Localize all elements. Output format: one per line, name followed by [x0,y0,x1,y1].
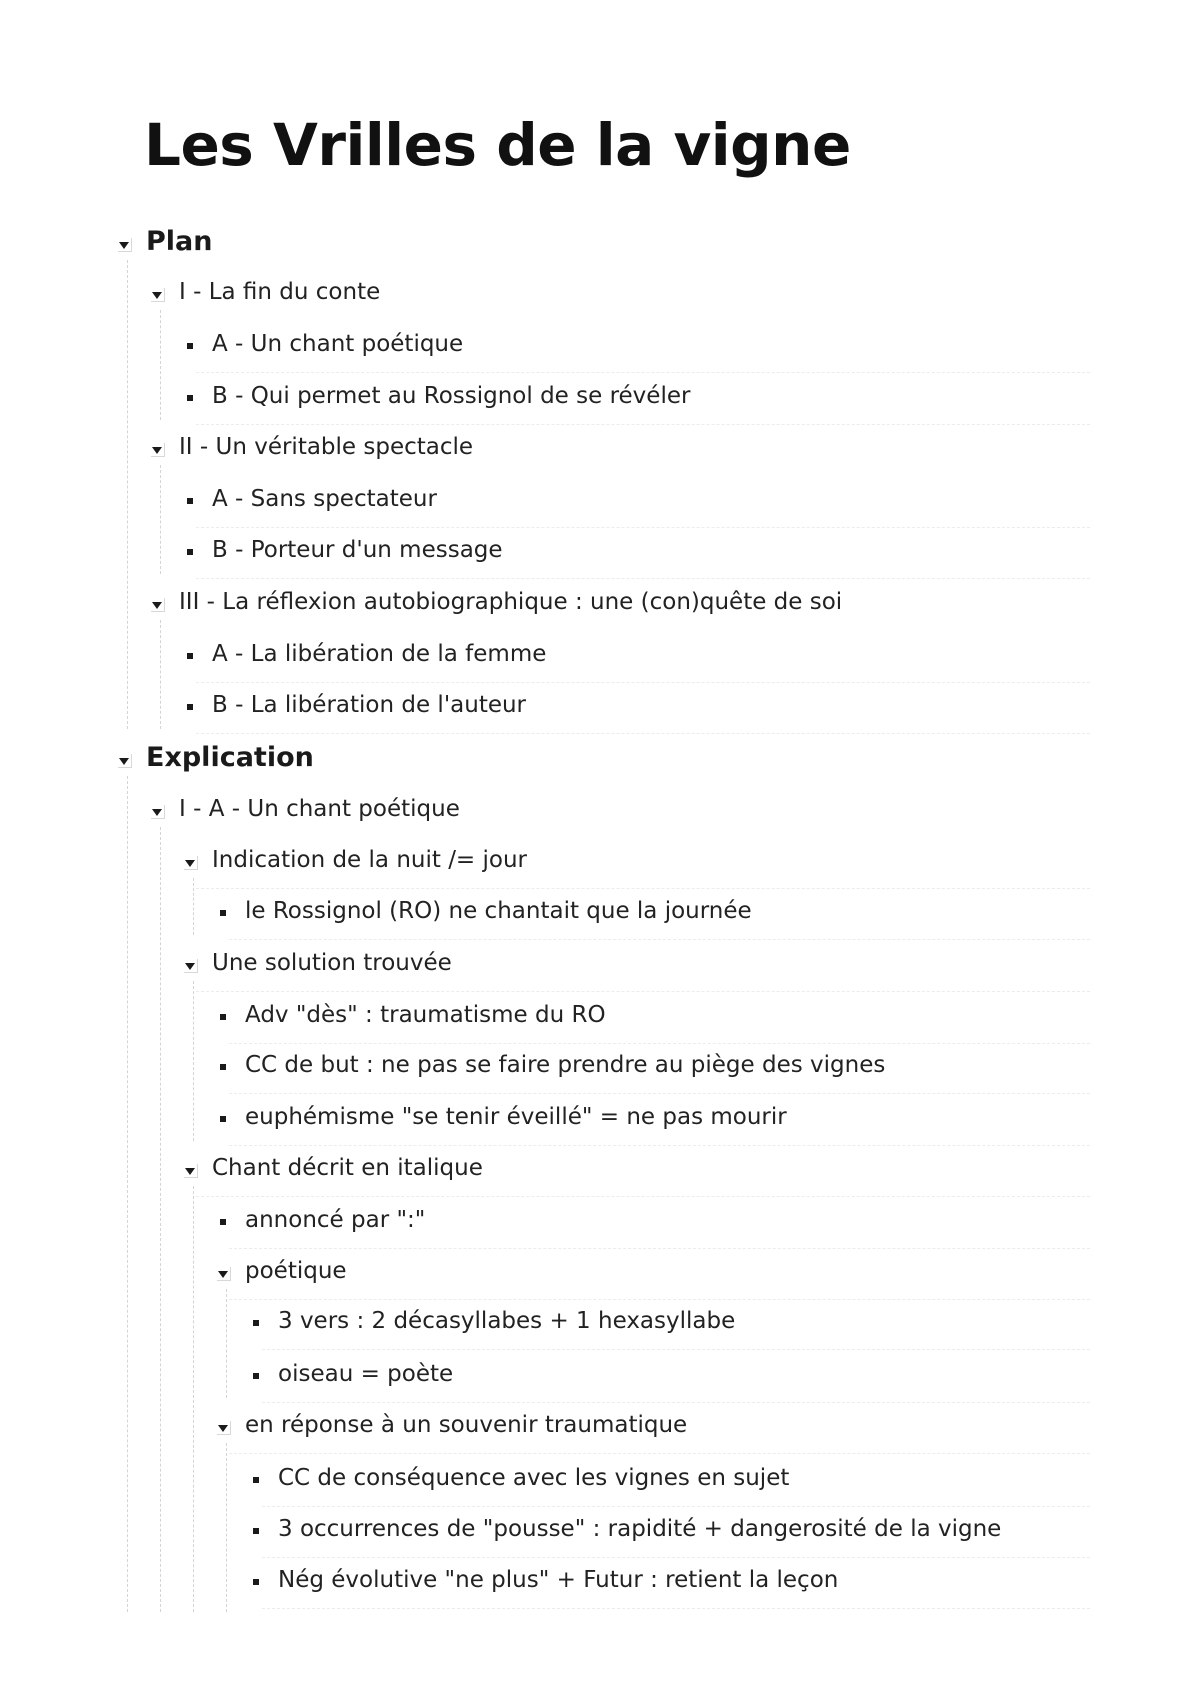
indent-guide [127,776,128,1612]
section-heading: Plan [146,226,213,257]
section-heading: Explication [146,742,314,773]
row-separator [196,1196,1090,1197]
indent-guide [160,310,161,420]
row-separator [196,733,1090,734]
square-bullet-icon [220,1219,226,1225]
item-label: Indication de la nuit /= jour [212,847,528,873]
square-bullet-icon [253,1579,259,1585]
square-bullet-icon [220,910,226,916]
indent-guide [193,1186,194,1612]
indent-guide [193,878,194,935]
item-label: Chant décrit en italique [212,1155,483,1181]
item-label: oiseau = poète [278,1361,454,1387]
item-label: 3 vers : 2 décasyllabes + 1 hexasyllabe [278,1308,736,1334]
square-bullet-icon [220,1064,226,1070]
row-separator [229,1043,1090,1044]
item-label: Une solution trouvée [212,950,452,976]
item-label: 3 occurrences de "pousse" : rapidité + dangerosité de la vigne [278,1516,1002,1542]
row-separator [229,1093,1090,1094]
caret-down-icon[interactable] [118,238,132,252]
caret-down-icon[interactable] [118,754,132,768]
row-separator [262,1402,1090,1403]
row-separator [196,991,1090,992]
item-label: A - Sans spectateur [212,486,437,512]
square-bullet-icon [187,704,193,710]
row-separator [262,1557,1090,1558]
item-label: Nég évolutive "ne plus" + Futur : retient la leçon [278,1567,839,1593]
row-separator [196,578,1090,579]
item-label: A - La libération de la femme [212,641,547,667]
square-bullet-icon [253,1528,259,1534]
square-bullet-icon [187,498,193,504]
item-label: CC de conséquence avec les vignes en sujet [278,1465,790,1491]
indent-guide [226,1289,227,1398]
row-separator [229,1453,1090,1454]
indent-guide [193,981,194,1141]
square-bullet-icon [253,1373,259,1379]
item-label: A - Un chant poétique [212,331,464,357]
row-separator [262,1608,1090,1609]
caret-down-icon[interactable] [184,959,198,973]
item-label: I - A - Un chant poétique [179,796,460,822]
square-bullet-icon [220,1014,226,1020]
indent-guide [127,260,128,729]
caret-down-icon[interactable] [151,443,165,457]
row-separator [262,1349,1090,1350]
item-label: B - Qui permet au Rossignol de se révéler [212,383,691,409]
caret-down-icon[interactable] [217,1421,231,1435]
indent-guide [226,1443,227,1612]
row-separator [229,939,1090,940]
item-label: I - La fin du conte [179,279,381,305]
square-bullet-icon [220,1116,226,1122]
caret-down-icon[interactable] [217,1267,231,1281]
caret-down-icon[interactable] [184,1164,198,1178]
item-label: poétique [245,1258,347,1284]
item-label: B - Porteur d'un message [212,537,503,563]
item-label: CC de but : ne pas se faire prendre au piège des vignes [245,1052,886,1078]
indent-guide [160,465,161,574]
item-label: II - Un véritable spectacle [179,434,474,460]
row-separator [196,527,1090,528]
square-bullet-icon [187,395,193,401]
row-separator [196,682,1090,683]
item-label: B - La libération de l'auteur [212,692,527,718]
square-bullet-icon [253,1320,259,1326]
caret-down-icon[interactable] [151,805,165,819]
square-bullet-icon [253,1477,259,1483]
row-separator [196,888,1090,889]
indent-guide [160,620,161,729]
item-label: en réponse à un souvenir traumatique [245,1412,688,1438]
caret-down-icon[interactable] [184,856,198,870]
item-label: le Rossignol (RO) ne chantait que la journée [245,898,752,924]
page-title: Les Vrilles de la vigne [144,111,851,179]
row-separator [229,1299,1090,1300]
square-bullet-icon [187,343,193,349]
square-bullet-icon [187,653,193,659]
item-label: annoncé par ":" [245,1207,426,1233]
item-label: euphémisme "se tenir éveillé" = ne pas mourir [245,1104,787,1130]
indent-guide [160,827,161,1612]
row-separator [229,1145,1090,1146]
caret-down-icon[interactable] [151,288,165,302]
row-separator [196,372,1090,373]
square-bullet-icon [187,549,193,555]
item-label: III - La réflexion autobiographique : une (con)quête de soi [179,589,843,615]
row-separator [196,424,1090,425]
item-label: Adv "dès" : traumatisme du RO [245,1002,606,1028]
caret-down-icon[interactable] [151,598,165,612]
row-separator [229,1248,1090,1249]
row-separator [262,1506,1090,1507]
